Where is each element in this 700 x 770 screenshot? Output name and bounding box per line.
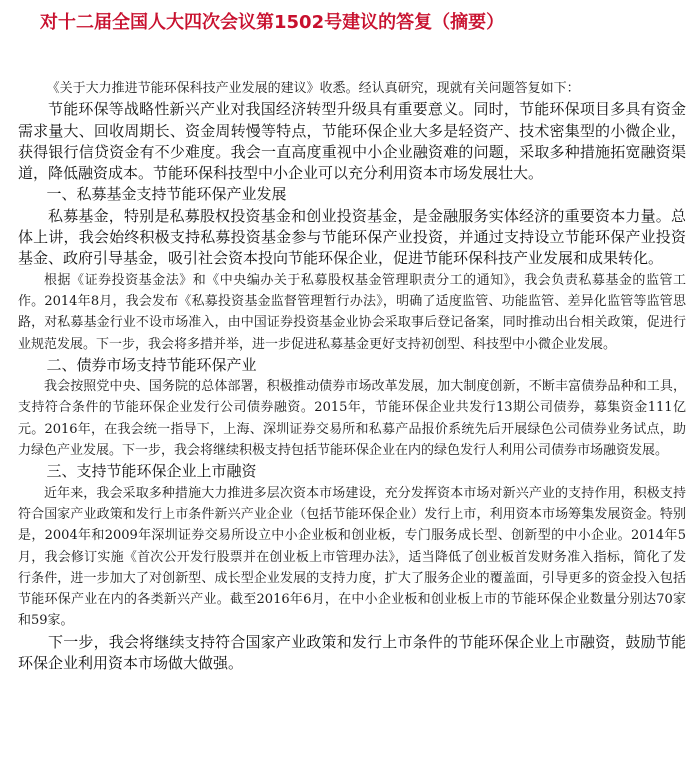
private-funds-regulation-paragraph: 根据《证券投资基金法》和《中央编办关于私募股权基金管理职责分工的通知》，我会负责私募基金的监管工作。2014年8月，我会发布《私募投资基金监督管理暂行办法》，明确了适度监管、功能监管、差异化监管等监管思路，对私募基金行业不设市场准入，由中国证券投资基金业协会采取事后登记备案，同时推动出台相关政策，促进行业规范发展。下一步，我会将多措并举，进一步促进私募基金更好支持初创型、科技型中小微企业发展。 (18, 272, 686, 352)
document-body (18, 78, 686, 674)
listing-paragraph: 近年来，我会采取多种措施大力推进多层次资本市场建设，充分发挥资本市场对新兴产业的支持作用，积极支持符合国家产业政策和发行上市条件新兴产业企业（包括节能环保企业）发行上市，利用资本市场筹集发展资金。特别是，2004年和2009年深圳证券交易所设立中小企业板和创业板，专门服务成长型、创新型的中小企业。2014年5月，我会修订实施《首次公开发行股票并在创业板上市管理办法》，适当降低了创业板首发财务准入指标，简化了发行条件，进一步加大了对创新型、成长型企业发展的支持力度，扩大了服务企业的覆盖面，引导更多的资金投入包括节能环保产业在内的各类新兴产业。截至2016年6月，在中小企业板和创业板上市的节能环保企业数量分别达70家和59家。 (18, 485, 686, 629)
section-heading-private-funds: 一、私募基金支持节能环保产业发展 (46, 185, 287, 204)
overview-paragraph: 节能环保等战略性新兴产业对我国经济转型升级具有重要意义。同时，节能环保项目多具有资金需求量大、回收周期长、资金周转慢等特点，节能环保企业大多是轻资产、技术密集型的小微企业，获得银行信贷资金有不少难度。我会一直高度重视中小企业融资难的问题，采取多种措施拓宽融资渠道，降低融资成本。节能环保科技型中小企业可以充分利用资本市场发展壮大。 (18, 100, 686, 183)
intro-paragraph: 《关于大力推进节能环保科技产业发展的建议》收悉。经认真研究，现就有关问题答复如下： (46, 81, 580, 96)
section-heading-bond-market: 二、债券市场支持节能环保产业 (46, 355, 257, 374)
bond-market-paragraph: 我会按照党中央、国务院的总体部署，积极推动债券市场改革发展，加大制度创新，不断丰富债券品种和工具，支持符合条件的节能环保企业发行公司债券融资。2015年，节能环保企业共发行13期公司债券，募集资金111亿元。2016年，在我会统一指导下，上海、深圳证券交易所和私募产品报价系统先后开展绿色公司债券业务试点，助力绿色产业发展。下一步，我会将继续积极支持包括节能环保企业在内的绿色发行人利用公司债券市场融资发展。 (18, 379, 686, 459)
private-funds-paragraph: 私募基金，特别是私募股权投资基金和创业投资基金，是金融服务实体经济的重要资本力量。总体上讲，我会始终积极支持私募投资基金参与节能环保产业投资，并通过支持设立节能环保产业投资基金、政府引导基金，吸引社会资本投向节能环保企业，促进节能环保科技产业发展和成果转化。 (18, 206, 686, 268)
section-heading-listing: 三、支持节能环保企业上市融资 (46, 462, 257, 481)
closing-paragraph: 下一步，我会将继续支持符合国家产业政策和发行上市条件的节能环保企业上市融资，鼓励节能环保企业利用资本市场做大做强。 (18, 632, 686, 673)
document-title: 对十二届全国人大四次会议第1502号建议的答复（摘要） (40, 12, 505, 33)
